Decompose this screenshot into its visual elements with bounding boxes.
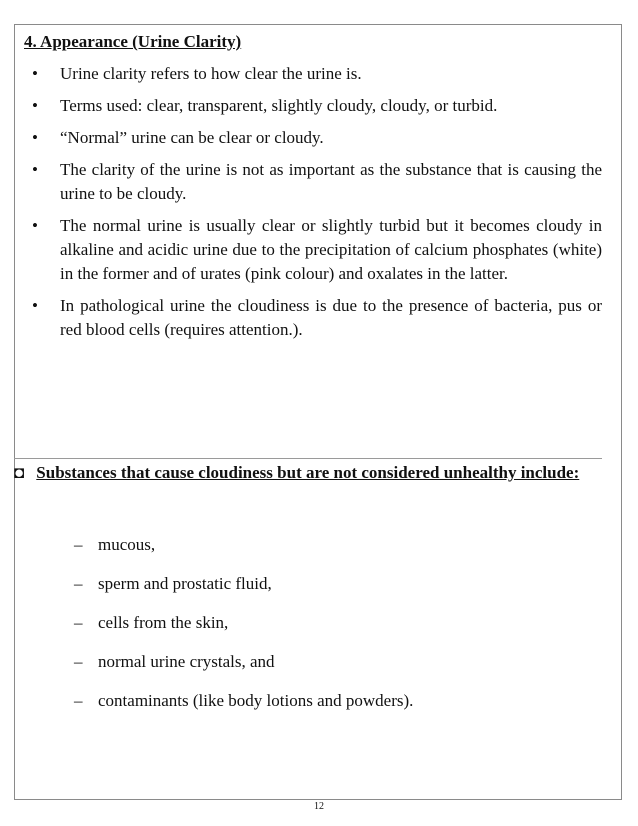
dash-icon: – xyxy=(74,535,83,554)
dash-icon: – xyxy=(74,574,83,593)
substances-heading xyxy=(14,458,602,485)
page-number: 12 xyxy=(314,801,324,812)
bullet-icon: • xyxy=(32,64,38,83)
list-item-text: cells from the skin, xyxy=(98,613,229,632)
list-item-text: contaminants (like body lotions and powders). xyxy=(98,691,414,710)
bullet-text: The normal urine is usually clear or slightly turbid but it becomes cloudy in alkaline and acidic urine due to the precipitation of calcium phosphates (white) in the former and of urates (pink colour) and oxalates in the latter. xyxy=(60,216,602,283)
bullet-item xyxy=(24,294,602,342)
bullet-item xyxy=(24,126,602,150)
bullet-text: Terms used: clear, transparent, slightly cloudy, cloudy, or turbid. xyxy=(60,96,498,115)
dash-icon: – xyxy=(74,613,83,632)
bullet-icon: • xyxy=(32,216,38,235)
section-title: 4. Appearance (Urine Clarity) xyxy=(24,32,242,51)
bullet-item xyxy=(24,62,602,86)
substances-heading-text: Substances that cause cloudiness but are not considered unhealthy include: xyxy=(36,463,580,482)
list-item-text: normal urine crystals, and xyxy=(98,652,275,671)
bullet-item xyxy=(24,214,602,286)
substances-list xyxy=(24,533,634,728)
list-item xyxy=(74,611,634,635)
bullet-list xyxy=(24,62,602,342)
bullet-icon: • xyxy=(32,160,38,179)
dash-icon: – xyxy=(74,691,83,710)
page-content xyxy=(24,30,602,350)
bullet-icon: • xyxy=(32,128,38,147)
bullet-text: In pathological urine the cloudiness is due to the presence of bacteria, pus or red blood cells (requires attention.). xyxy=(60,296,602,339)
bullet-text: The clarity of the urine is not as important as the substance that is causing the urine to be cloudy. xyxy=(60,160,602,203)
list-item-text: mucous, xyxy=(98,535,156,554)
list-item xyxy=(74,572,634,596)
bullet-item xyxy=(24,94,602,118)
bullet-text: “Normal” urine can be clear or cloudy. xyxy=(60,128,324,147)
square-bullet-icon: ◘ xyxy=(14,463,25,482)
list-item xyxy=(74,689,634,713)
bullet-icon: • xyxy=(32,296,38,315)
list-item-text: sperm and prostatic fluid, xyxy=(98,574,272,593)
bullet-text: Urine clarity refers to how clear the urine is. xyxy=(60,64,362,83)
list-item xyxy=(74,650,634,674)
bullet-item xyxy=(24,158,602,206)
dash-icon: – xyxy=(74,652,83,671)
list-item xyxy=(74,533,634,557)
bullet-icon: • xyxy=(32,96,38,115)
